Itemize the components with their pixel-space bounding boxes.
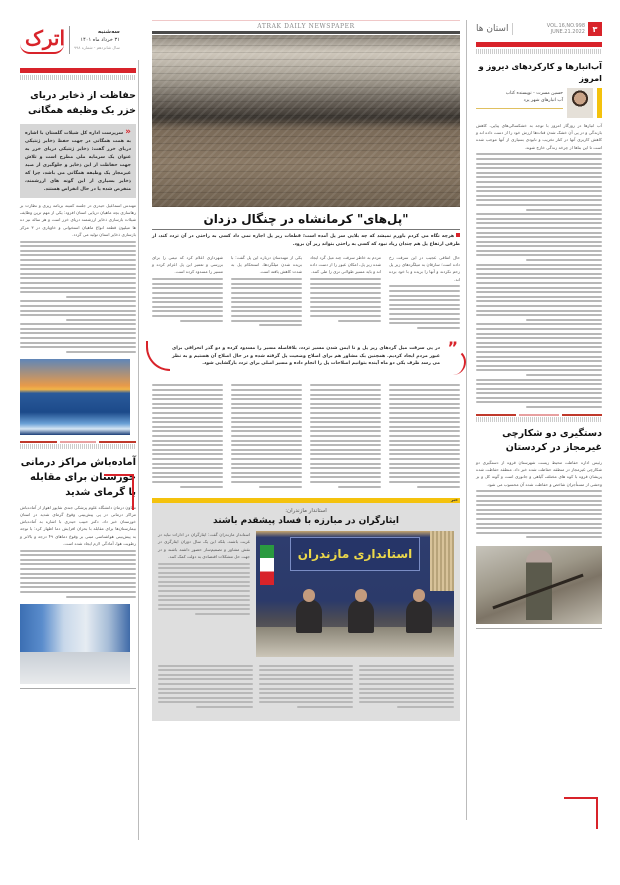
masthead <box>20 20 136 60</box>
article-headline[interactable]: حفاظت از ذخایر دریای خزر یک وظیفه همگانی <box>28 90 136 116</box>
person-figure <box>348 599 374 633</box>
page-number: ۳ <box>588 22 602 36</box>
news-body-text: استاندار مازندران گفت: ایثارگران در ادارات نباید در غربت باشند، بلکه این یک سال دوران ایثارگری در نقش مشاور و تصمیم‌ساز حضور داشته باشند و در جهت حل مشکلات اقتصادی به دولت کمک کنند. <box>158 532 250 559</box>
article-body-text: مهندس اسماعیل حیدری در جلسه کمیته برنامه ریزی و نظارت بر رهاسازی بچه ماهیان دریایی استان افزود: یکی از مهم ترین وظایف شیلات بازسازی ذخایر ارزشمند دریای خزر است و هر ساله نیز ده ها میلیون قطعه انواع ماهیان استخوانی و خاویاری در ۳ مرکز بازسازی ذخایر استان تولید می گردد. <box>20 203 136 237</box>
header-pink-rule <box>152 20 460 21</box>
main-article-columns-continued <box>152 382 460 490</box>
article-column <box>310 254 381 331</box>
column-text: مردم به خاطر سرقت چند میل گرد ایجاد شده زیر پل، امکان عبور را از دست داده اند و باید مسیر طولانی تری را طی کنند. <box>310 255 381 275</box>
iran-flag-icon <box>260 545 274 585</box>
news-tag: خبر <box>450 497 458 503</box>
article-body-text: رئیس اداره حفاظت محیط زیست شهرستان قروه از دستگیری دو شکارچی غیرمجاز در منطقه حفاظت شده خبر داد. منطقه حفاظت شده پریشان قروه با کوه های مختلف گیاهی و جانوری است و گونه کل و بز وحشی از مستأجران شاخص و حفاظت شده آن محسوب می شود. <box>476 460 602 487</box>
right-column <box>476 20 602 629</box>
photo-red-corner <box>104 474 134 510</box>
issue-meta: سال شانزدهم - شماره ۹۹۸ <box>74 45 120 50</box>
volume-info <box>517 23 585 36</box>
bottom-rule <box>476 628 602 629</box>
red-square-bullet-icon <box>456 233 460 237</box>
issue-date: ۳۱ خرداد ماه ۱۴۰۱ <box>80 37 120 43</box>
article-column <box>152 382 223 490</box>
news-kicker: استاندار مازندران: <box>285 508 327 515</box>
column-text: حال اتفاقی عجیب در این سرقت رخ داده است؛ سارقان به میلگردهای زیر پل رحم نکردند و آنها را بریده و با خود برده اند. <box>389 255 460 282</box>
left-column <box>20 20 136 689</box>
main-lead <box>152 233 460 248</box>
news-body-top <box>158 531 250 657</box>
headline-rule <box>152 229 460 230</box>
article-lead-box <box>20 124 136 198</box>
logo-swoosh-icon <box>20 44 64 54</box>
article-body <box>476 122 602 408</box>
english-date: JUNE.21.2022 <box>550 29 585 35</box>
news-gray-box <box>152 503 460 721</box>
article-lead: سرپرست اداره کل شیلات گلستان با اشاره به همت همگانی در جهت حفظ ذخایر ژنتیکی دریای خزر گفت: ذخایر ژنتیکی دریای خزر به عنوان یک سرمایه ملی مطرح است و تلاش جهت حفاظت از این ذخایر و جلوگیری از صید غیرمجاز یک وظیفه همگانی می باشد، چرا که ذخایر بسیاری از این گونه های ارزشمند، منقرض شده یا در حال انقراض هستند. <box>25 131 131 192</box>
column-text: یکی از مهندسان درباره این پل گفت: با بریده شدن میلگردها، استحکام پل به شدت کاهش یافته است. <box>231 255 302 275</box>
article-hunters <box>476 427 602 538</box>
bottom-rule <box>20 688 136 689</box>
article-column <box>231 382 302 490</box>
meeting-banner <box>290 537 420 571</box>
pull-quote-text: در پی سرقت میل گردهای زیر پل و نا ایمن شدن مسیر تردد، بلافاصله مسیر را مسدود کرده و دو گذر انحرافی برای عبور مردم ایجاد کردیم. همچنین یک مشاور هم برای اصلاح وضعیت پل گرفته شده و در حال اصلاح آن هستیم و به نظر می رسد ظرف یکی دو ماه آینده بتوانیم اصلاحات پل را انجام داده و مسیر اصلی برای تردد بازگشایی شود. <box>172 346 440 367</box>
news-column <box>359 662 454 711</box>
news-headline[interactable]: ایثارگران در مبارزه با فساد پیشقدم باشند <box>213 516 399 527</box>
quote-arc-right <box>446 349 466 375</box>
news-box <box>152 498 460 721</box>
page-header <box>476 20 602 38</box>
section-title[interactable]: استان ها <box>476 24 509 34</box>
body-filler <box>20 241 136 353</box>
center-column <box>152 18 460 721</box>
article-column <box>310 382 381 490</box>
article-column <box>152 254 223 331</box>
article-column <box>389 254 460 331</box>
article-headline[interactable]: دستگیری دو شکارچی غیرمجاز در کردستان <box>502 428 602 454</box>
header-red-bar <box>476 42 602 47</box>
news-body-columns <box>158 662 454 711</box>
hunter-photo[interactable] <box>476 546 602 624</box>
main-article-columns <box>152 254 460 331</box>
column-divider <box>466 20 467 820</box>
article-column <box>231 254 302 331</box>
author-photo[interactable] <box>567 88 593 118</box>
bridge-underside-photo[interactable] <box>152 35 460 207</box>
person-figure <box>406 599 432 633</box>
section-dotted-bar <box>20 444 136 449</box>
column-tag <box>597 88 602 118</box>
author-book: آب انبارهای شهر یزد <box>523 98 563 103</box>
author-block <box>476 88 602 118</box>
main-lead-text: هرچه نگاه می کردم باورم نمیشد که چه بلایی سر پل آمده است؛ قطعات زیر پل اجازه نمی داد کسی به راحتی در آن تردد کند، از طرفی ارتفاع پل هم چندان زیاد نبود که کسی به راحتی بتواند زیر آن برود. <box>152 234 460 247</box>
article-caspian <box>20 88 136 353</box>
column-divider <box>138 60 139 840</box>
newspaper-logo[interactable] <box>20 24 65 56</box>
section-divider <box>20 441 136 443</box>
article-water-reservoirs <box>476 60 602 408</box>
issue-day: سه‌شنبه <box>97 29 120 35</box>
article-body <box>476 459 602 538</box>
article-body <box>20 202 136 353</box>
news-content-row <box>158 531 454 657</box>
logo-text: اترک <box>24 26 65 50</box>
article-body-text: معاون درمان دانشگاه علوم پزشکی جندی شاپور اهواز از آماده‌باش مراکز درمانی در پی پیش‌بینی وقوع گرمای شدید در استان خوزستان خبر داد. دکتر حبیب حیدری با اشاره به آماده‌باش بیمارستان‌ها برای مقابله با بحران افزایش دما اظهار کرد: با توجه به پیش‌بینی هواشناسی مبنی بر وقوع دماهای ۴۹ درجه و بالاتر و رطوبت هوا، آمادگی لازم ایجاد شده است. <box>20 504 136 546</box>
section-dotted-bar <box>476 417 602 422</box>
column-text: شهرداری اعلام کرد که تیمی را برای بررسی و تعمیر این پل اعزام کرده و مسیر را مسدود کرده است. <box>152 255 223 275</box>
article-headline[interactable]: آماده‌باش مراکز درمانی خوزستان برای مقابله با گرمای شدید <box>20 456 136 498</box>
masthead-info <box>74 28 120 52</box>
paper-name: ATRAK DAILY NEWSPAPER <box>257 23 355 30</box>
news-column <box>158 662 253 711</box>
section-divider <box>476 414 602 416</box>
masthead-divider <box>69 26 70 54</box>
pull-quote <box>152 338 460 372</box>
author-info <box>476 88 563 118</box>
section-divider <box>512 23 513 35</box>
header-dark-bar <box>152 31 460 34</box>
author-name: حسین مسرت - نویسنده کتاب <box>505 91 563 96</box>
banner-text: استانداری مازندران <box>297 547 413 562</box>
article-body-text: آب انبارها در روزگار امروز با توجه به خشکسالی‌های پیاپی، کاهش بارندگی و در پی آن خشک شدن قنات‌ها ارزش خود را از دست داده اند و کاهش کاربری آنها در کنار تخریب و نابودی بسیاری از آنها موجب شده است تا این بناها از چرخه زندگی خارج شوند. <box>476 123 602 150</box>
main-headline[interactable]: "پل‌های" کرمانشاه در چنگال دزدان <box>203 212 409 226</box>
masthead-red-bar <box>20 68 136 73</box>
news-column <box>259 662 354 711</box>
person-figure <box>296 599 322 633</box>
article-body <box>20 504 136 598</box>
curtain <box>430 531 454 591</box>
body-filler <box>20 550 136 598</box>
article-headline[interactable]: آب‌انبارها و کارکردهای دیروز و امروز <box>478 61 602 83</box>
author-rule <box>476 108 563 109</box>
sea-sunset-photo[interactable] <box>20 359 130 435</box>
double-chevron-icon: « <box>125 127 131 137</box>
hospital-ward-photo[interactable] <box>20 604 130 684</box>
photo-red-corner <box>564 797 598 829</box>
quote-mark-icon: ” <box>447 338 458 358</box>
news-yellow-bar <box>152 498 460 503</box>
article-column <box>389 382 460 490</box>
governor-meeting-photo[interactable] <box>256 531 454 657</box>
header-dotted-bar <box>476 49 602 54</box>
volume-number: VOL.16,NO.998 <box>546 22 585 29</box>
masthead-dotted-bar <box>20 75 136 80</box>
quote-arc-left <box>146 341 170 371</box>
